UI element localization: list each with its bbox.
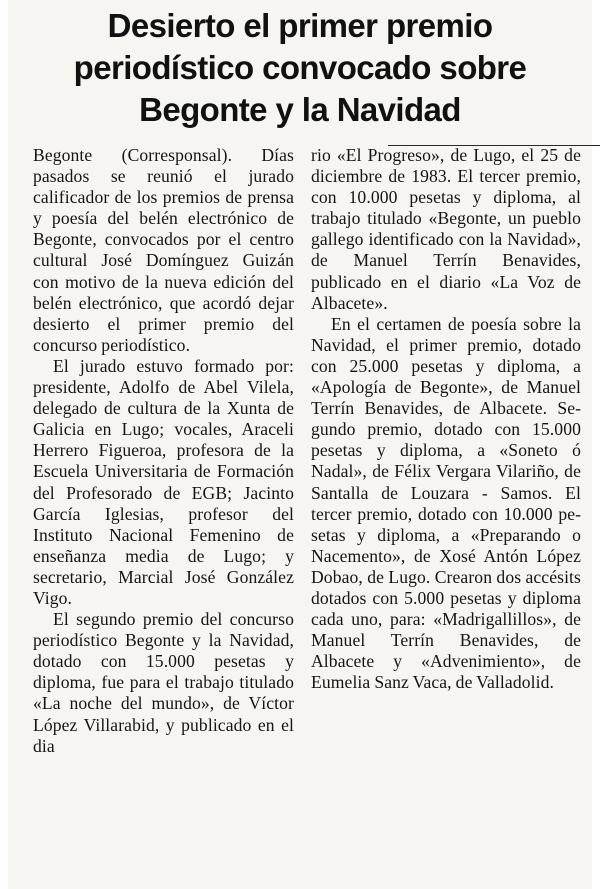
paragraph: El segundo premio del concurso periodístico Begonte y la Navidad, dotado con 15.000 pesetas y diploma, fue para el trabajo titulado «La noche del mundo», de Víctor López Villarabid, y publicado en el dia <box>33 609 294 756</box>
right-column <box>311 145 581 693</box>
headline-line-2: periodístico convocado sobre <box>73 49 527 86</box>
headline-line-1: Desierto el primer premio <box>107 7 493 44</box>
paragraph: Begonte (Corresponsal). Días pasados se reunió el jurado calificador de los premios de prensa y poesía del belén electrónico de Begonte, convocados por el centro cultural José Domínguez Guizán con motivo de la nueva edición del belén electrónico, que acordó dejar desierto el primer premio del concurso periodístico. <box>33 145 294 355</box>
headline <box>8 5 592 131</box>
paragraph: rio «El Progreso», de Lugo, el 25 de diciembre de 1983. El tercer premio, con 10.000 pesetas y diploma, al trabajo titulado «Begonte, un pueblo gallego identificado con la Navidad», de Manuel Terrín Benavides, publicado en el diario «La Voz de Albacete». <box>311 145 581 313</box>
newspaper-clipping <box>8 0 592 889</box>
paragraph: El jurado estuvo formado por: presidente, Adolfo de Abel Vilela, delegado de cultura de la Xunta de Galicia en Lugo; vocales, Araceli Herrero Figueroa, profesora de la Escuela Universitaria de Formación del Profesorado de EGB; Jacinto García Iglesias, profesor del Instituto Nacional Femenino de enseñanza media de Lugo; y secretario, Marcial José González Vigo. <box>33 355 294 608</box>
paragraph: En el certamen de poesía sobre la Navidad, el primer premio, dotado con 25.000 pesetas y diploma, a «Apología de Begonte», de Manuel Terrín Benavides, de Albacete. Segundo premio, dotado con 15.000 pesetas y diploma, a «Soneto ó Nadal», de Félix Vergara Vilariño, de Santalla de Louzara - Samos. El tercer premio, dotado con 10.000 pesetas y diploma, a «Preparando o Nacemento», de Xosé Antón López Dobao, de Lugo. Crearon dos accésits dotados con 5.000 pesetas y diploma cada uno, para: «Madrigallillos», de Manuel Terrín Benavides, de Albacete y «Advenimiento», de Eumelia Sanz Vaca, de Valladolid. <box>311 313 581 693</box>
left-column <box>33 145 294 757</box>
headline-line-3: Begonte y la Navidad <box>139 91 461 128</box>
